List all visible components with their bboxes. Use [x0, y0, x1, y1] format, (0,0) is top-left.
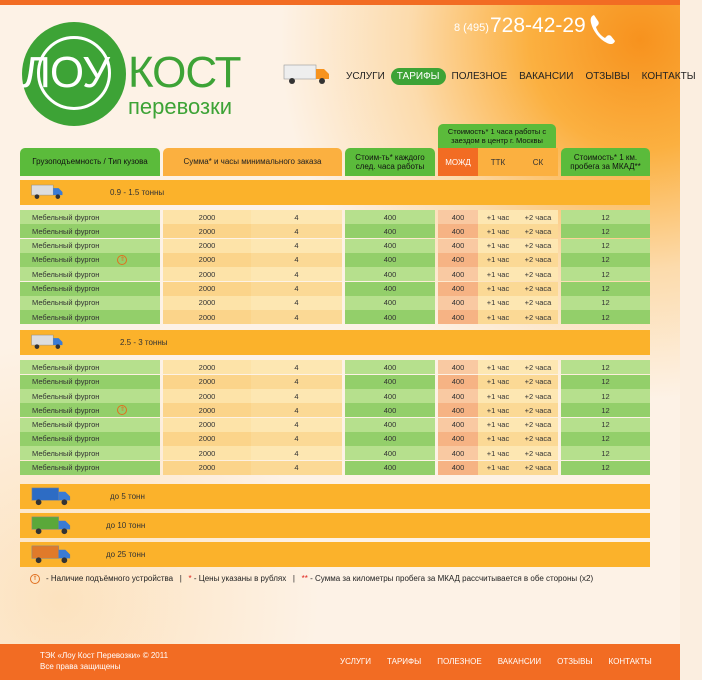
- cell-type-text: Мебельный фургон: [32, 362, 100, 372]
- cell-ttk: +1 час: [478, 403, 518, 417]
- legend-separator: |: [179, 574, 182, 584]
- cell-ttk: +1 час: [478, 389, 518, 403]
- logo-subtitle: перевозки: [128, 94, 233, 119]
- cell-type: [20, 418, 160, 432]
- footer-nav-vacancies[interactable]: ВАКАНСИИ: [497, 657, 542, 666]
- cell-ttk: +1 час: [478, 253, 518, 267]
- cell-hours: 4: [251, 210, 342, 224]
- cell-ttk: +1 час: [478, 360, 518, 374]
- cell-sk: +2 часа: [518, 461, 558, 475]
- cell-type: [20, 389, 160, 403]
- cell-next-hour: 400: [345, 253, 435, 267]
- group-label: 0.9 - 1.5 тонны: [110, 188, 165, 197]
- cell-type: [20, 282, 160, 296]
- cell-type: [20, 224, 160, 238]
- cell-sum: 2000: [163, 403, 251, 417]
- cell-hours: 4: [251, 360, 342, 374]
- group-label: до 25 тонн: [106, 550, 146, 559]
- cell-next-hour: 400: [345, 310, 435, 324]
- cell-sk: +2 часа: [518, 418, 558, 432]
- cell-sum: 2000: [163, 360, 251, 374]
- cell-next-hour: 400: [345, 360, 435, 374]
- table-row: [20, 446, 650, 460]
- cell-type-text: Мебельный фургон: [32, 226, 100, 236]
- cell-type-text: Мебельный фургон: [32, 269, 100, 279]
- cell-type: [20, 375, 160, 389]
- cell-sk: +2 часа: [518, 360, 558, 374]
- table-row: [20, 432, 650, 446]
- cell-hours: 4: [251, 282, 342, 296]
- table-row: [20, 418, 650, 432]
- cell-sk: +2 часа: [518, 432, 558, 446]
- nav-item-contacts[interactable]: КОНТАКТЫ: [641, 71, 696, 82]
- cell-type: [20, 432, 160, 446]
- legend-double-star: **: [301, 574, 308, 584]
- cell-next-hour: 400: [345, 389, 435, 403]
- nav-item-vacancies[interactable]: ВАКАНСИИ: [519, 71, 574, 82]
- cell-type-text: Мебельный фургон: [32, 255, 100, 265]
- cell-sum: 2000: [163, 418, 251, 432]
- cell-km: 12: [561, 310, 650, 324]
- nav-item-useful[interactable]: ПОЛЕЗНОЕ: [451, 71, 508, 82]
- group-label: 2.5 - 3 тонны: [120, 338, 168, 348]
- truck-icon: [282, 62, 332, 86]
- truck-icon: [30, 515, 72, 538]
- header-sum: Сумма* и часы минимального заказа: [163, 148, 342, 176]
- cell-type-text: Мебельный фургон: [32, 284, 100, 293]
- table-row: [20, 224, 650, 238]
- table-row: [20, 253, 650, 267]
- cell-next-hour: 400: [345, 239, 435, 253]
- cell-ttk: +1 час: [478, 432, 518, 446]
- cell-km: 12: [561, 446, 650, 460]
- cell-next-hour: 400: [345, 403, 435, 417]
- truck-icon: [30, 333, 64, 353]
- cell-type: [20, 296, 160, 310]
- cell-ttk: +1 час: [478, 239, 518, 253]
- phone-prefix: 8 (495): [454, 22, 489, 34]
- truck-icon: [30, 183, 64, 203]
- legend-separator: |: [292, 574, 295, 584]
- footer-nav-reviews[interactable]: ОТЗЫВЫ: [557, 657, 593, 666]
- cell-mozhd: 400: [438, 239, 478, 253]
- phone-icon: [588, 12, 618, 46]
- cell-sum: 2000: [163, 224, 251, 238]
- cell-sk: +2 часа: [518, 446, 558, 460]
- cell-sk: +2 часа: [518, 282, 558, 296]
- cell-hours: 4: [251, 403, 342, 417]
- table-row: [20, 239, 650, 253]
- cell-hours: 4: [251, 310, 342, 324]
- cell-type-text: Мебельный фургон: [32, 434, 100, 444]
- lift-icon: ⇑: [117, 255, 127, 265]
- cell-sum: 2000: [163, 267, 251, 281]
- cell-mozhd: 400: [438, 282, 478, 296]
- cell-sk: +2 часа: [518, 253, 558, 267]
- cell-ttk: +1 час: [478, 375, 518, 389]
- header-mozhd: МОЖД: [438, 148, 478, 176]
- cell-mozhd: 400: [438, 267, 478, 281]
- cell-mozhd: 400: [438, 461, 478, 475]
- cell-ttk: +1 час: [478, 282, 518, 296]
- group-row: [20, 542, 650, 567]
- cell-km: 12: [561, 418, 650, 432]
- legend-star: *: [188, 574, 192, 584]
- nav-item-tariffs[interactable]: ТАРИФЫ: [391, 68, 446, 85]
- cell-type: [20, 210, 160, 224]
- cell-hours: 4: [251, 446, 342, 460]
- cell-mozhd: 400: [438, 403, 478, 417]
- cell-ttk: +1 час: [478, 418, 518, 432]
- cell-sum: 2000: [163, 432, 251, 446]
- cell-sk: +2 часа: [518, 389, 558, 403]
- cell-next-hour: 400: [345, 267, 435, 281]
- cell-km: 12: [561, 403, 650, 417]
- header-km-cost: Стоимость* 1 км. пробега за МКАД**: [561, 148, 650, 176]
- cell-km: 12: [561, 267, 650, 281]
- cell-ttk: +1 час: [478, 310, 518, 324]
- table-row: [20, 210, 650, 224]
- header-sk: СК: [518, 148, 558, 176]
- cell-km: 12: [561, 296, 650, 310]
- header-ttk: ТТК: [478, 148, 518, 176]
- cell-sk: +2 часа: [518, 296, 558, 310]
- cell-sum: 2000: [163, 282, 251, 296]
- cell-km: 12: [561, 253, 650, 267]
- logo-word-green[interactable]: КОСТ: [128, 48, 241, 97]
- table-row: [20, 360, 650, 374]
- cell-ttk: +1 час: [478, 224, 518, 238]
- nav-item-reviews[interactable]: ОТЗЫВЫ: [585, 71, 630, 82]
- group-row: [20, 330, 650, 355]
- cell-km: 12: [561, 224, 650, 238]
- cell-km: 12: [561, 360, 650, 374]
- group-row: [20, 513, 650, 538]
- cell-km: 12: [561, 282, 650, 296]
- cell-type-text: Мебельный фургон: [32, 212, 100, 222]
- lift-icon: ⇑: [117, 405, 127, 415]
- cell-km: 12: [561, 389, 650, 403]
- table-row: [20, 267, 650, 281]
- cell-hours: 4: [251, 375, 342, 389]
- cell-hours: 4: [251, 418, 342, 432]
- cell-sk: +2 часа: [518, 224, 558, 238]
- header-center-cost: Стоимость* 1 часа работы с заездом в центр г. Москвы: [438, 124, 556, 148]
- cell-mozhd: 400: [438, 446, 478, 460]
- legend-star-text: - Цены указаны в рублях: [193, 574, 287, 584]
- cell-ttk: +1 час: [478, 210, 518, 224]
- cell-next-hour: 400: [345, 282, 435, 296]
- footer-nav-tariffs[interactable]: ТАРИФЫ: [387, 657, 422, 666]
- cell-hours: 4: [251, 267, 342, 281]
- cell-hours: 4: [251, 296, 342, 310]
- cell-ttk: +1 час: [478, 296, 518, 310]
- cell-km: 12: [561, 461, 650, 475]
- cell-type-text: Мебельный фургон: [32, 312, 100, 322]
- main-nav: [340, 68, 702, 85]
- cell-km: 12: [561, 432, 650, 446]
- header-type: Грузоподъемность / Тип кузова: [20, 148, 160, 176]
- group-label: до 10 тонн: [106, 521, 146, 530]
- cell-km: 12: [561, 239, 650, 253]
- cell-next-hour: 400: [345, 461, 435, 475]
- cell-mozhd: 400: [438, 389, 478, 403]
- cell-sum: 2000: [163, 375, 251, 389]
- nav-item-services[interactable]: УСЛУГИ: [346, 71, 385, 82]
- cell-type-text: Мебельный фургон: [32, 391, 100, 401]
- legend-double-star-text: - Сумма за километры пробега за МКАД рассчитывается в обе стороны (x2): [310, 574, 594, 584]
- legend-lift: - Наличие подъёмного устройства: [46, 574, 174, 584]
- footer-rights: Все права защищены: [40, 662, 121, 671]
- table-row: [20, 403, 650, 417]
- footer-copyright: ТЭК «Лоу Кост Перевозки» © 2011: [40, 651, 169, 660]
- cell-type: [20, 360, 160, 374]
- cell-mozhd: 400: [438, 432, 478, 446]
- footer-nav-useful[interactable]: ПОЛЕЗНОЕ: [437, 657, 482, 666]
- cell-mozhd: 400: [438, 296, 478, 310]
- footer-nav: [340, 657, 668, 666]
- cell-sum: 2000: [163, 310, 251, 324]
- cell-type: [20, 310, 160, 324]
- group-row: [20, 180, 650, 205]
- cell-type: [20, 239, 160, 253]
- table-row: [20, 389, 650, 403]
- cell-hours: 4: [251, 389, 342, 403]
- top-strip: [0, 0, 680, 5]
- footer-nav-contacts[interactable]: КОНТАКТЫ: [608, 657, 652, 666]
- cell-ttk: +1 час: [478, 267, 518, 281]
- cell-ttk: +1 час: [478, 446, 518, 460]
- cell-sk: +2 часа: [518, 375, 558, 389]
- legend: [30, 574, 593, 584]
- truck-icon: [30, 486, 72, 509]
- cell-next-hour: 400: [345, 432, 435, 446]
- cell-sk: +2 часа: [518, 310, 558, 324]
- cell-hours: 4: [251, 432, 342, 446]
- cell-mozhd: 400: [438, 375, 478, 389]
- cell-type-text: Мебельный фургон: [32, 420, 100, 430]
- cell-sum: 2000: [163, 210, 251, 224]
- table-row: [20, 310, 650, 324]
- cell-type: [20, 461, 160, 475]
- cell-next-hour: 400: [345, 210, 435, 224]
- cell-type: [20, 403, 160, 417]
- cell-sk: +2 часа: [518, 210, 558, 224]
- cell-sum: 2000: [163, 446, 251, 460]
- phone-number: 728-42-29: [490, 14, 586, 37]
- truck-icon: [30, 544, 72, 567]
- cell-type: [20, 253, 160, 267]
- cell-hours: 4: [251, 461, 342, 475]
- cell-hours: 4: [251, 239, 342, 253]
- cell-type-text: Мебельный фургон: [32, 241, 100, 251]
- cell-next-hour: 400: [345, 418, 435, 432]
- cell-ttk: +1 час: [478, 461, 518, 475]
- cell-sk: +2 часа: [518, 239, 558, 253]
- header-next-hour: Стоим-ть* каждого след. часа работы: [345, 148, 435, 176]
- logo-word-white[interactable]: ЛОУ: [22, 48, 110, 97]
- cell-next-hour: 400: [345, 375, 435, 389]
- cell-mozhd: 400: [438, 418, 478, 432]
- cell-sum: 2000: [163, 253, 251, 267]
- cell-sum: 2000: [163, 389, 251, 403]
- cell-km: 12: [561, 210, 650, 224]
- cell-type: [20, 446, 160, 460]
- cell-type-text: Мебельный фургон: [32, 405, 100, 415]
- cell-sum: 2000: [163, 239, 251, 253]
- group-row: [20, 484, 650, 509]
- table-row: [20, 282, 650, 296]
- cell-hours: 4: [251, 224, 342, 238]
- footer-nav-services[interactable]: УСЛУГИ: [340, 657, 372, 666]
- table-row: [20, 461, 650, 475]
- cell-type: [20, 267, 160, 281]
- cell-sum: 2000: [163, 296, 251, 310]
- group-label: до 5 тонн: [110, 492, 145, 501]
- cell-sum: 2000: [163, 461, 251, 475]
- cell-mozhd: 400: [438, 253, 478, 267]
- cell-next-hour: 400: [345, 296, 435, 310]
- cell-mozhd: 400: [438, 210, 478, 224]
- cell-sk: +2 часа: [518, 403, 558, 417]
- lift-icon: ⇑: [30, 574, 40, 584]
- table-row: [20, 375, 650, 389]
- cell-next-hour: 400: [345, 224, 435, 238]
- cell-type-text: Мебельный фургон: [32, 448, 100, 458]
- cell-mozhd: 400: [438, 224, 478, 238]
- cell-sk: +2 часа: [518, 267, 558, 281]
- cell-next-hour: 400: [345, 446, 435, 460]
- cell-type-text: Мебельный фургон: [32, 377, 100, 387]
- cell-mozhd: 400: [438, 360, 478, 374]
- cell-mozhd: 400: [438, 310, 478, 324]
- cell-type-text: Мебельный фургон: [32, 463, 100, 472]
- cell-km: 12: [561, 375, 650, 389]
- table-row: [20, 296, 650, 310]
- cell-hours: 4: [251, 253, 342, 267]
- cell-type-text: Мебельный фургон: [32, 298, 100, 308]
